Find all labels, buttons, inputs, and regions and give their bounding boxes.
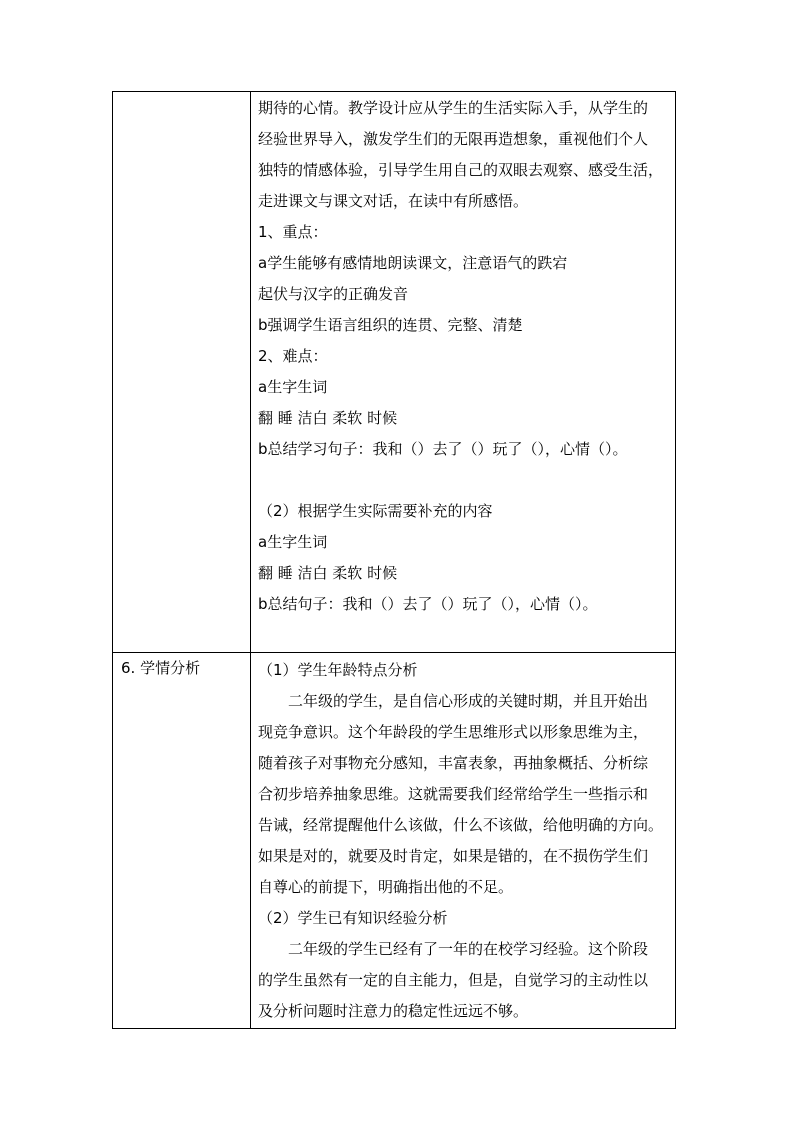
- row-content-cell: [251, 92, 676, 653]
- section-heading: （2）学生已有知识经验分析: [258, 909, 448, 927]
- paragraph-line: 经验世界导入，激发学生们的无限再造想象，重视他们个人: [258, 130, 649, 148]
- paragraph-line: 现竞争意识。这个年龄段的学生思维形式以形象思维为主，: [258, 723, 649, 741]
- section-heading: （1）学生年龄特点分析: [258, 661, 418, 679]
- list-item: b强调学生语言组织的连贯、完整、清楚: [258, 316, 523, 334]
- section-heading: 2、难点：: [258, 347, 328, 365]
- row-label-cell: [113, 92, 251, 653]
- list-item: 翻 睡 洁白 柔软 时候: [258, 564, 398, 582]
- paragraph-line: 独特的情感体验，引导学生用自己的双眼去观察、感受生活，: [258, 161, 664, 179]
- row-label: 6. 学情分析: [121, 659, 201, 677]
- list-item: 起伏与汉字的正确发音: [258, 285, 409, 303]
- list-item: a生字生词: [258, 378, 328, 396]
- list-item: 翻 睡 洁白 柔软 时候: [258, 409, 398, 427]
- section-heading: （2）根据学生实际需要补充的内容: [258, 502, 493, 520]
- table-row: [113, 653, 676, 1029]
- paragraph-line: 告诫，经常提醒他什么该做，什么不该做，给他明确的方向。: [258, 816, 664, 834]
- paragraph-line: 随着孩子对事物充分感知，丰富表象，再抽象概括、分析综: [258, 754, 649, 772]
- row-label-cell: [113, 653, 251, 1029]
- paragraph-line: 期待的心情。教学设计应从学生的生活实际入手，从学生的: [258, 99, 649, 117]
- paragraph-line: 如果是对的，就要及时肯定，如果是错的，在不损伤学生们: [258, 847, 649, 865]
- paragraph-line: 自尊心的前提下，明确指出他的不足。: [258, 878, 514, 896]
- list-item: a学生能够有感情地朗读课文，注意语气的跌宕: [258, 254, 568, 272]
- lesson-plan-table: [112, 91, 676, 1029]
- table-row: [113, 92, 676, 653]
- paragraph-line: 的学生虽然有一定的自主能力，但是，自觉学习的主动性以: [258, 971, 649, 989]
- section-heading: 1、重点：: [258, 223, 328, 241]
- paragraph-line: 走进课文与课文对话，在读中有所感悟。: [258, 192, 529, 210]
- list-item: b总结句子：我和（）去了（）玩了（），心情（）。: [258, 595, 598, 613]
- paragraph-line: 合初步培养抽象思维。这就需要我们经常给学生一些指示和: [258, 785, 649, 803]
- paragraph-line: 及分析问题时注意力的稳定性远远不够。: [258, 1002, 529, 1020]
- blank-line: [258, 465, 671, 496]
- row-content-cell: [251, 653, 676, 1029]
- list-item: a生字生词: [258, 533, 328, 551]
- paragraph-line: 二年级的学生已经有了一年的在校学习经验。这个阶段: [288, 940, 649, 958]
- list-item: b总结学习句子：我和（）去了（）玩了（），心情（）。: [258, 440, 628, 458]
- paragraph-line: 二年级的学生，是自信心形成的关键时期，并且开始出: [288, 692, 649, 710]
